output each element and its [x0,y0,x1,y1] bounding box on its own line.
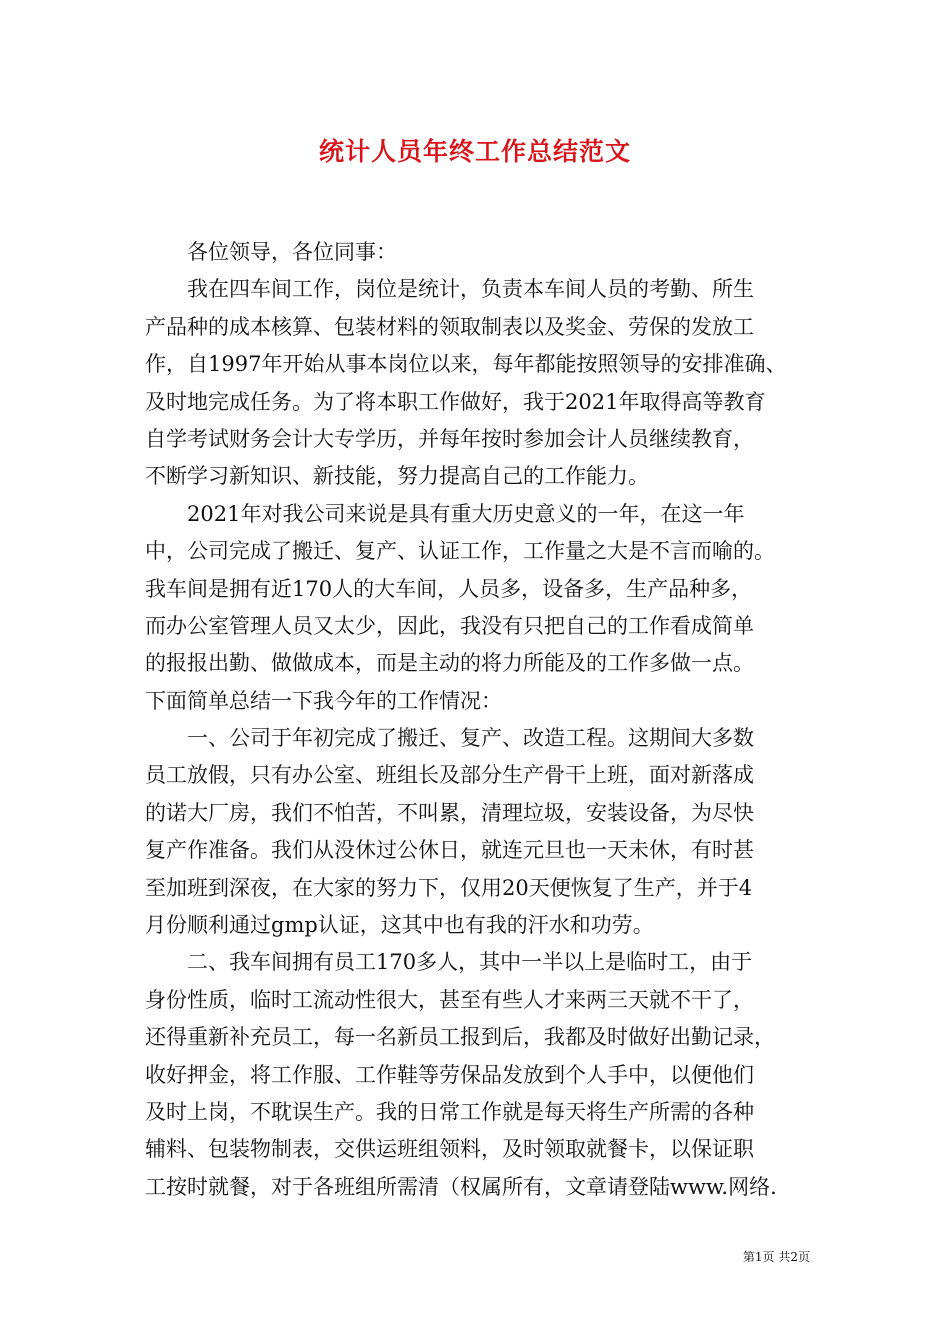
text-line: 而办公室管理人员又太少，因此，我没有只把自己的工作看成简单 [145,613,754,638]
document-title: 统计人员年终工作总结范文 [318,137,631,166]
text-line: 工按时就餐，对于各班组所需清（权属所有，文章请登陆www.网络. [145,1174,777,1199]
text-line: 身份性质，临时工流动性很大，甚至有些人才来两三天就不干了， [145,987,754,1012]
document-body [145,234,817,1206]
text-line: 二、我车间拥有员工170多人，其中一半以上是临时工，由于 [145,950,753,975]
page-number: 第1页 共2页 [742,1250,810,1264]
text-line: 中，公司完成了搬迁、复产、认证工作，工作量之大是不言而喻的。 [145,539,775,564]
text-line: 至加班到深夜，在大家的努力下，仅用20天便恢复了生产，并于4 [145,875,753,900]
text-line: 不断学习新知识、新技能，努力提高自己的工作能力。 [145,464,649,489]
text-line: 及时上岗，不耽误生产。我的日常工作就是每天将生产所需的各种 [145,1099,754,1124]
text-line: 收好押金，将工作服、工作鞋等劳保品发放到个人手中，以便他们 [145,1062,754,1087]
text-line: 的报报出勤、做做成本，而是主动的将力所能及的工作多做一点。 [145,651,754,676]
text-line: 自学考试财务会计大专学历，并每年按时参加会计人员继续教育， [145,426,754,451]
text-line: 员工放假，只有办公室、班组长及部分生产骨干上班，面对新落成 [145,763,754,788]
text-line: 我车间是拥有近170人的大车间，人员多，设备多，生产品种多， [145,576,753,601]
text-line: 下面简单总结一下我今年的工作情况： [145,688,502,713]
text-line: 一、公司于年初完成了搬迁、复产、改造工程。这期间大多数 [145,726,754,751]
text-line: 的诺大厂房，我们不怕苦，不叫累，清理垃圾，安装设备，为尽快 [145,800,754,825]
text-line: 还得重新补充员工，每一名新员工报到后，我都及时做好出勤记录， [145,1025,775,1050]
text-line: 及时地完成任务。为了将本职工作做好，我于2021年取得高等教育 [145,389,766,414]
text-line: 辅料、包装物制表，交供运班组领料，及时领取就餐卡，以保证职 [145,1137,754,1162]
text-line: 各位领导，各位同事： [145,240,397,264]
text-line: 我在四车间工作，岗位是统计，负责本车间人员的考勤、所生 [145,277,754,302]
text-line: 2021年对我公司来说是具有重大历史意义的一年，在这一年 [145,501,745,526]
text-line: 月份顺利通过gmp认证，这其中也有我的汗水和功劳。 [145,913,654,938]
text-line: 作，自1997年开始从事本岗位以来，每年都能按照领导的安排准确、 [145,352,787,377]
text-line: 产品种的成本核算、包装材料的领取制表以及奖金、劳保的发放工 [145,314,754,339]
text-line: 复产作准备。我们从没休过公休日，就连元旦也一天未休，有时甚 [145,838,754,863]
